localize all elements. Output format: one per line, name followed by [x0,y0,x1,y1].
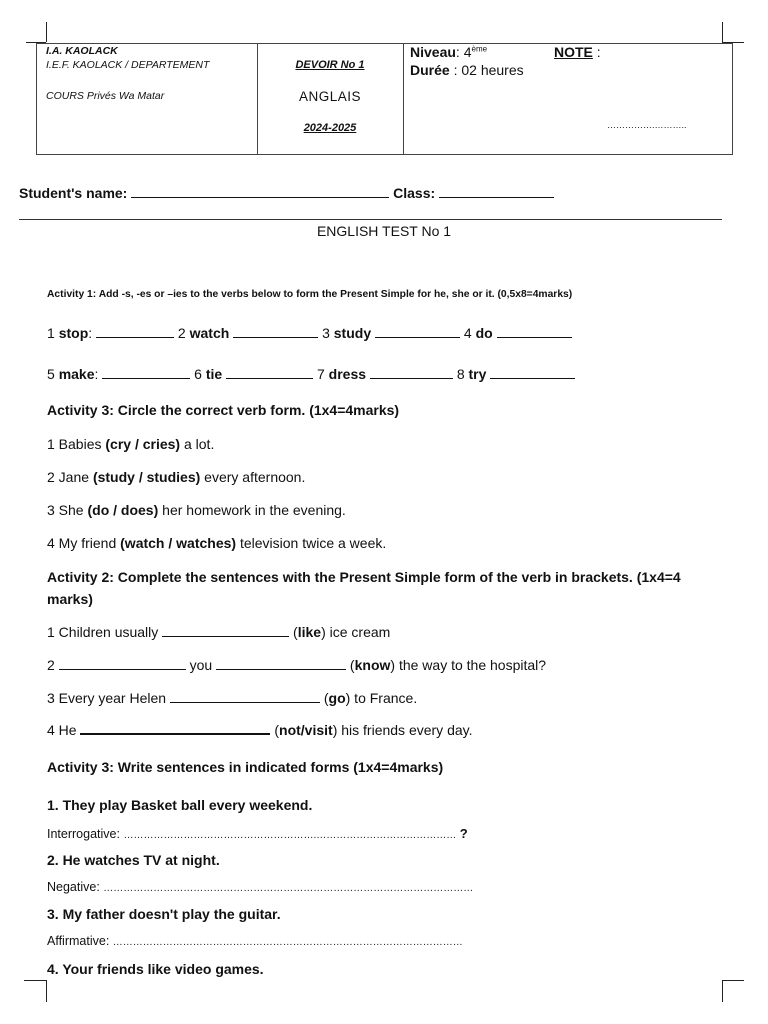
answer-blank[interactable] [59,668,186,670]
question-mark: ? [459,826,468,841]
answer-blank[interactable] [80,732,270,735]
item-text: you [185,657,217,673]
item-text: ) his friends every day. [332,722,473,738]
crop-mark-bottom-left [24,980,46,981]
crop-mark-top-right [722,22,723,42]
school-year: 2024-2025 [303,122,357,134]
answer-blank[interactable] [375,336,460,338]
activity3a-title: Activity 3: Circle the correct verb form. (1x4=4marks) [47,402,400,418]
niveau-sup: ème [471,44,488,54]
crop-mark-bottom-right [722,980,723,1002]
verb: stop [58,325,89,341]
answer-line[interactable] [47,880,473,894]
activity3a-item [47,535,386,551]
item-text: television twice a week. [236,535,387,551]
verb: watch [189,325,230,341]
niveau-line [410,44,487,60]
student-name-label: Student's name: [19,185,128,201]
activity3b-sentence: 2. He watches TV at night. [47,852,220,868]
ief-name: I.E.F. KAOLACK / DEPARTEMENT [46,59,210,71]
duree-value: : 02 heures [453,62,524,78]
verb: go [328,690,346,706]
dotted-line: ………………………………………………….…………………………………… [123,830,457,841]
test-title: ENGLISH TEST No 1 [316,223,452,239]
item-text: 2 [47,657,59,673]
activity3a-item [47,469,305,485]
item-text: every afternoon. [200,469,306,485]
item-number: 7 [316,366,325,382]
verb: not/visit [279,722,333,738]
verb-choice[interactable]: (watch / watches) [120,535,237,551]
item-text: ) ice cream [321,624,391,640]
verb: dress [328,366,367,382]
item-number: 2 [177,325,186,341]
item-number: 6 [194,366,202,382]
item-number: 8 [456,366,465,382]
class-label: Class: [393,185,436,201]
header-exam-cell [257,44,404,154]
item-text: ) the way to the hospital? [390,657,547,673]
bracket: ( [319,690,329,706]
activity1-title: Activity 1: Add -s, -es or –ies to the verbs below to form the Present Simple for he, she or it. (0,5x8=4marks) [47,289,573,300]
item-text: 2 Jane [47,469,93,485]
note-line [554,44,601,60]
devoir-title: DEVOIR No 1 [295,59,365,71]
niveau-label: Niveau [410,44,456,60]
separator: : [94,366,99,382]
item-number: 4 [463,325,472,341]
activity3b-sentence: 3. My father doesn't play the guitar. [47,906,281,922]
crop-mark-bottom-right [722,980,744,981]
activity3b-title: Activity 3: Write sentences in indicated forms (1x4=4marks) [47,759,444,775]
item-text: 4 He [47,722,81,738]
verb: know [354,657,391,673]
crop-mark-top-left [46,22,47,42]
duree-label: Durée [410,62,450,78]
note-colon: : [592,44,601,60]
duree-line [410,62,524,78]
form-label: Negative: [47,880,104,894]
activity2-item [47,657,546,673]
school-name: I.A. KAOLACK [46,45,118,57]
activity1-row2 [47,366,575,382]
separator: : [88,325,93,341]
activity2-item [47,624,390,640]
answer-blank[interactable] [170,701,320,703]
verb: like [297,624,322,640]
activity2-item [47,690,417,706]
note-dots: …………….……….. [607,120,687,130]
cours-name: COURS Privés Wa Matar [46,90,165,102]
bracket: ( [270,722,280,738]
bracket: ( [289,624,298,640]
activity2-title-cont: marks) [47,591,93,607]
answer-blank[interactable] [490,377,575,379]
item-text: 3 She [47,502,88,518]
activity3a-item [47,502,346,518]
answer-blank[interactable] [233,336,318,338]
class-field[interactable] [439,196,554,198]
header-box [36,43,733,155]
item-text: her homework in the evening. [158,502,346,518]
activity2-item [47,722,473,738]
activity3b-sentence: 1. They play Basket ball every weekend. [47,797,313,813]
verb: try [468,366,487,382]
student-line [19,185,554,201]
activity3b-sentence: 4. Your friends like video games. [47,961,264,977]
item-text: 1 Babies [47,436,106,452]
verb: make [58,366,95,382]
dotted-line: …………………………………………………………………………………………… [112,937,463,948]
header-info-cell [403,44,732,154]
verb: study [333,325,372,341]
crop-mark-bottom-left [46,980,47,1002]
answer-blank[interactable] [497,336,572,338]
answer-line[interactable] [47,826,468,841]
answer-blank[interactable] [96,336,174,338]
header-school-cell [37,44,258,154]
verb-choice[interactable]: (cry / cries) [105,436,181,452]
form-label: Affirmative: [47,934,113,948]
answer-blank[interactable] [226,377,313,379]
subject: ANGLAIS [298,89,362,104]
verb: do [475,325,493,341]
activity1-row1 [47,325,572,341]
item-number: 5 [47,366,55,382]
form-label: Interrogative: [47,827,124,841]
verb: tie [205,366,223,382]
item-text: a lot. [180,436,215,452]
answer-blank[interactable] [216,668,346,670]
verb-choice[interactable]: (do / does) [87,502,159,518]
answer-line[interactable] [47,934,463,948]
activity3a-item [47,436,214,452]
dotted-line: ………………………………………………………………………………………………… [103,883,474,894]
separator-line [19,219,722,220]
answer-blank[interactable] [102,377,190,379]
item-text: ) to France. [345,690,418,706]
niveau-value: : 4 [455,44,472,60]
bracket: ( [346,657,355,673]
item-number: 3 [322,325,330,341]
item-number: 1 [47,325,55,341]
answer-blank[interactable] [370,377,453,379]
item-text: 3 Every year Helen [47,690,170,706]
student-name-field[interactable] [131,196,389,198]
item-text: 4 My friend [47,535,121,551]
answer-blank[interactable] [162,635,289,637]
note-label: NOTE [554,44,593,60]
verb-choice[interactable]: (study / studies) [92,469,201,485]
item-text: 1 Children usually [47,624,163,640]
activity2-title: Activity 2: Complete the sentences with the Present Simple form of the verb in brackets. (1x4=4 [47,569,681,585]
